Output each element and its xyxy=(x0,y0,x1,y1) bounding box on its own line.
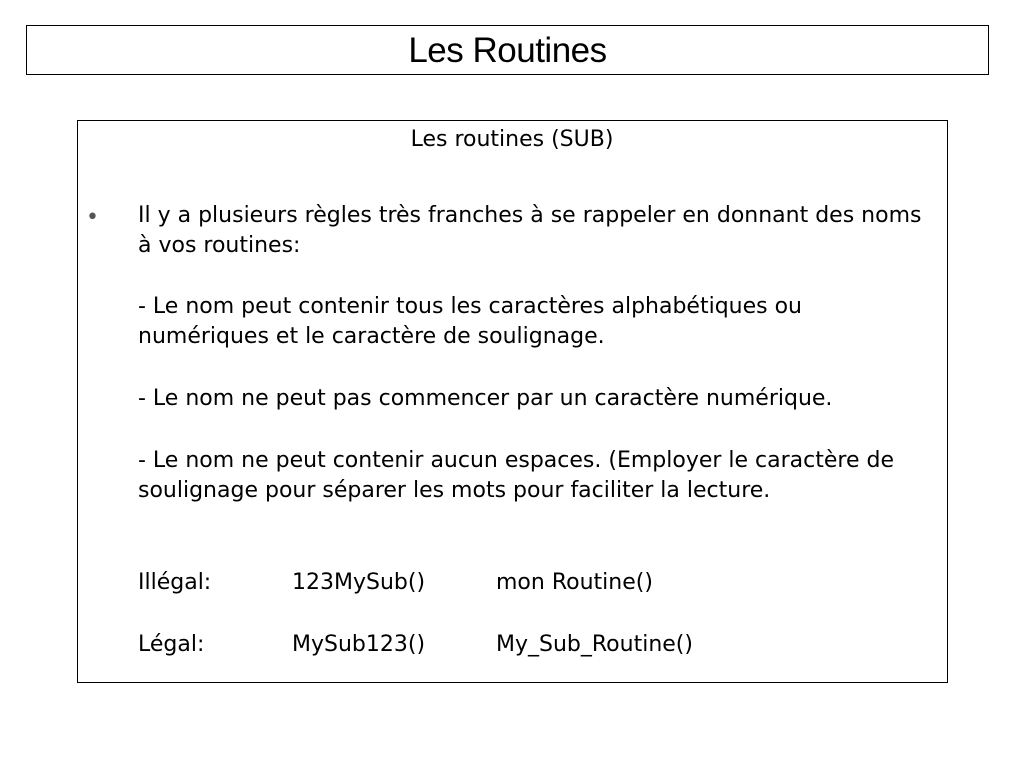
example-value: MySub123() xyxy=(292,632,426,657)
rule-no-spaces: - Le nom ne peut contenir aucun espaces. (Employer le caractère de soulignage pour séparer les mots pour faciliter la lecture. xyxy=(138,448,895,503)
example-value: My_Sub_Routine() xyxy=(496,632,693,657)
bullet-dot-icon: • xyxy=(86,205,99,230)
example-label: Illégal: xyxy=(138,570,212,595)
example-value: mon Routine() xyxy=(496,570,653,595)
slide-title: Les Routines xyxy=(408,30,607,70)
rules-intro: Il y a plusieurs règles très franches à se rappeler en donnant des noms à vos routines: xyxy=(138,203,922,258)
content-subtitle: Les routines (SUB) xyxy=(410,127,614,152)
slide-title-box xyxy=(26,25,989,75)
rule-no-leading-digit: - Le nom ne peut pas commencer par un caractère numérique. xyxy=(138,386,833,411)
rule-alphanumeric: - Le nom peut contenir tous les caractères alphabétiques ou numériques et le caractère de soulignage. xyxy=(138,294,802,349)
example-value: 123MySub() xyxy=(292,570,426,595)
example-label: Légal: xyxy=(138,632,205,657)
